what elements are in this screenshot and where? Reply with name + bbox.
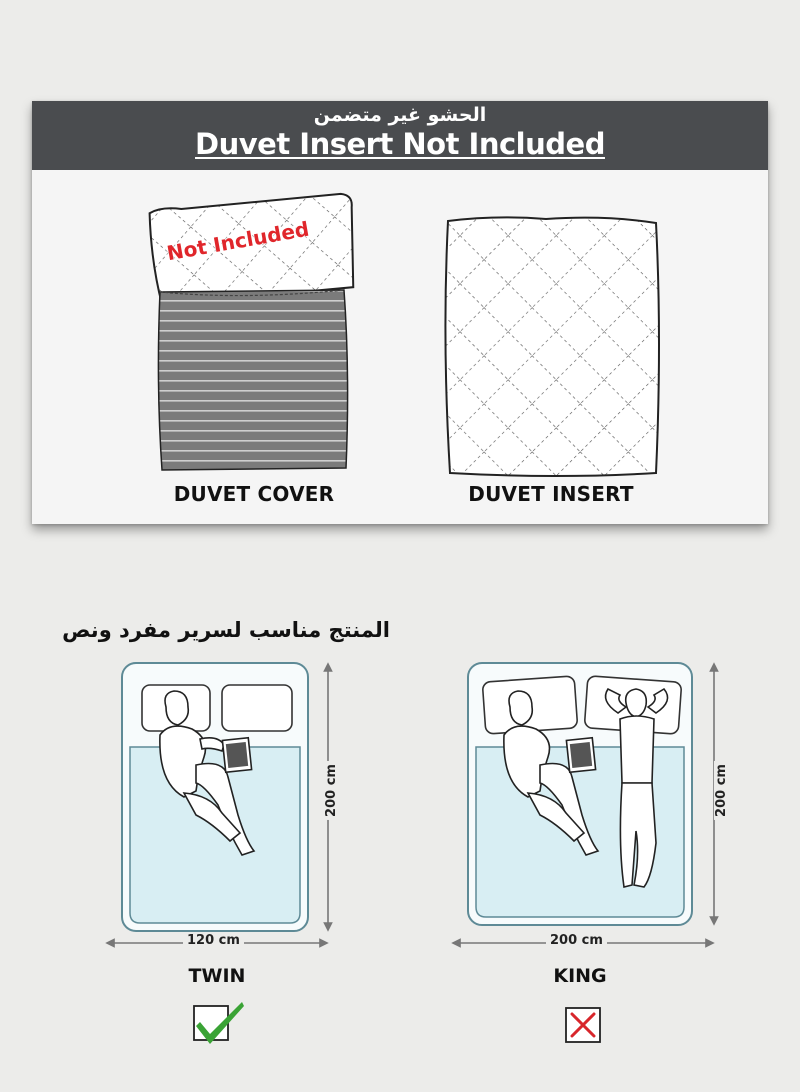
twin-size-label: TWIN (188, 965, 246, 987)
king-bed-illustration (448, 655, 728, 955)
panel-header (32, 101, 768, 170)
suitability-heading: المنتج مناسب لسرير مفرد ونص (62, 618, 390, 642)
english-title: Duvet Insert Not Included (195, 127, 605, 161)
duvet-info-panel (32, 101, 768, 524)
cross-icon (562, 1004, 606, 1048)
duvet-insert-caption: DUVET INSERT (468, 482, 634, 506)
twin-width-label: 120 cm (183, 933, 244, 948)
duvet-cover-caption: DUVET COVER (173, 482, 335, 506)
duvet-insert-illustration (436, 211, 666, 481)
check-icon (192, 998, 248, 1048)
king-size-label: KING (553, 965, 607, 987)
arabic-title: الحشو غير متضمن (313, 104, 487, 126)
king-length-label: 200 cm (714, 761, 729, 820)
king-width-label: 200 cm (546, 933, 607, 948)
twin-length-label: 200 cm (324, 761, 339, 820)
duvet-cover-illustration (144, 174, 364, 474)
not-included-stamp: Not Included (165, 216, 311, 266)
twin-bed-illustration (100, 655, 340, 955)
